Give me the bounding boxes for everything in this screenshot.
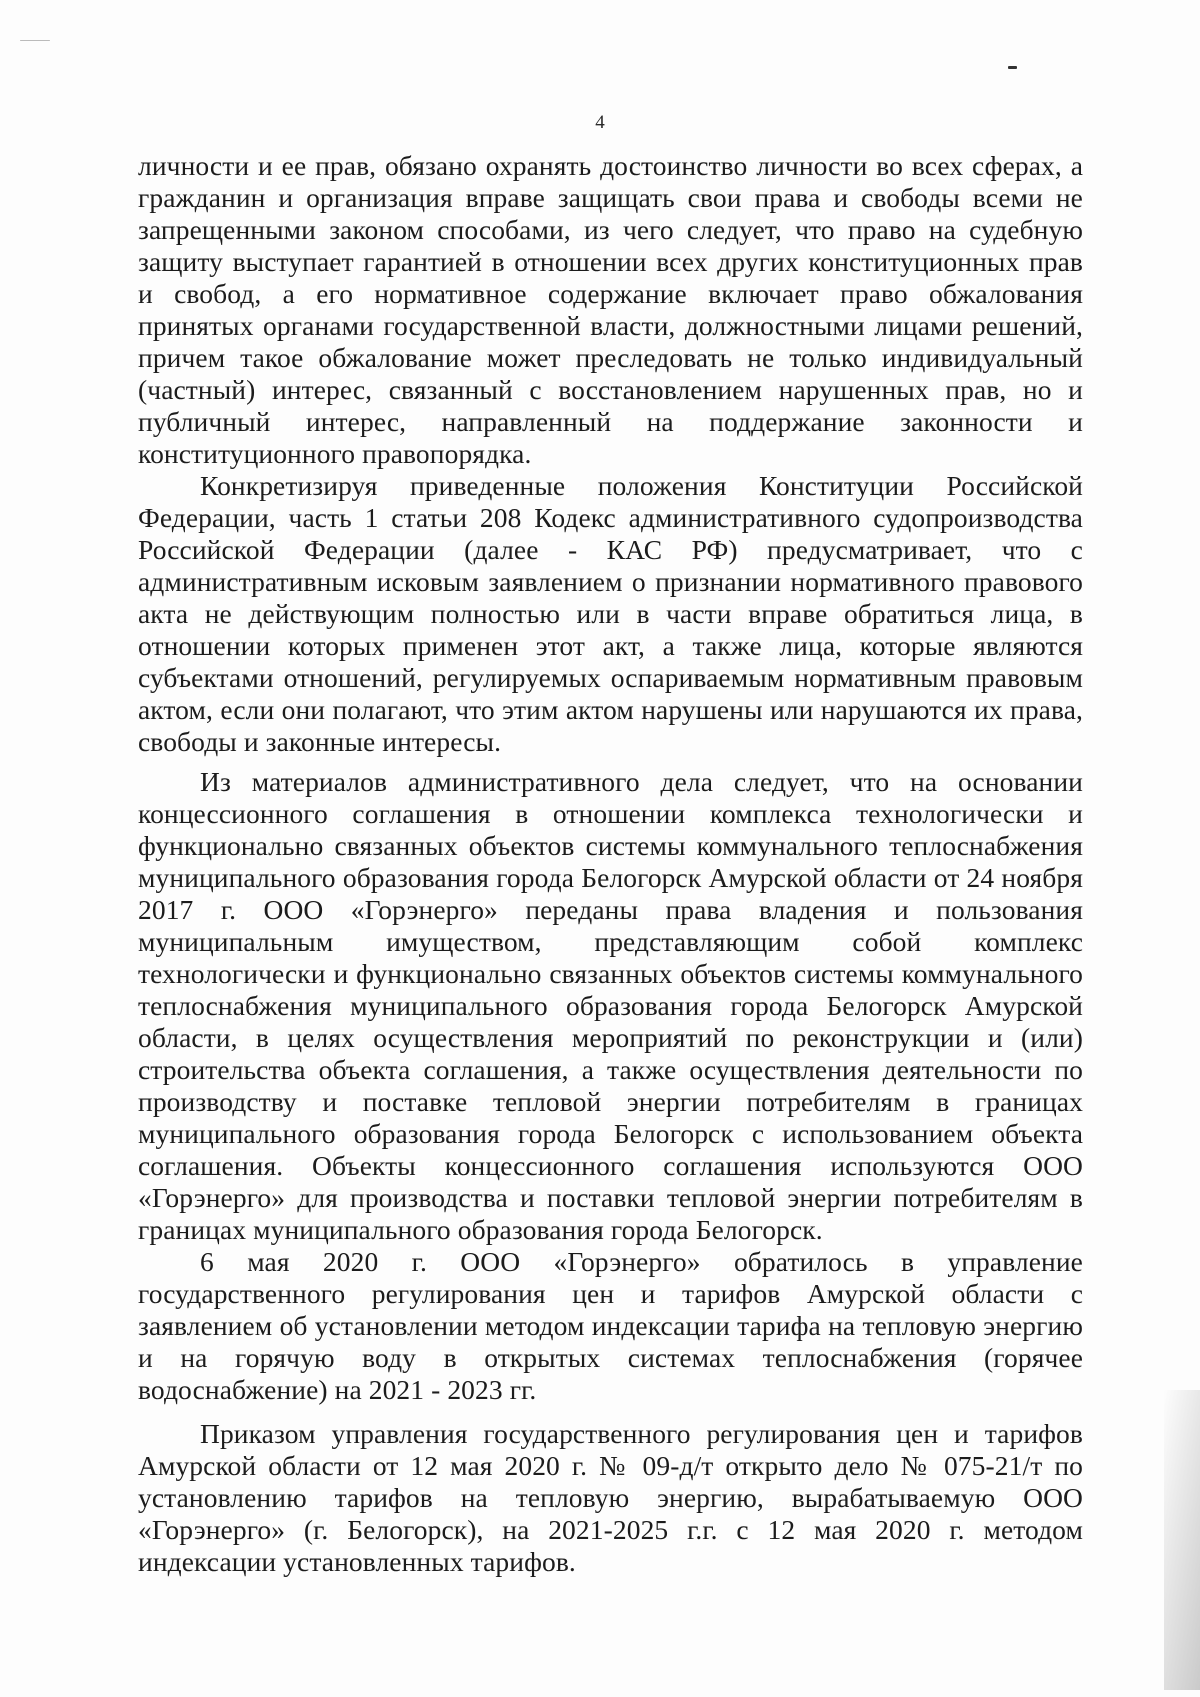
document-body [138, 150, 1083, 1578]
page-number: 4 [595, 112, 605, 133]
scan-speck [1008, 66, 1017, 69]
paragraph-4: 6 мая 2020 г. ООО «Горэнерго» обратилось в управление государственного регулирования цен и тарифов Амурской области с заявлением об установлении методом индексации тарифа на тепловую энергию и на горячую воду в открытых системах теплоснабжения (горячее водоснабжение) на 2021 - 2023 гг. [138, 1246, 1083, 1405]
paragraph-5: Приказом управления государственного регулирования цен и тарифов Амурской области от 12 мая 2020 г. № 09-д/т открыто дело № 075-21/т по установлению тарифов на тепловую энергию, вырабатываемую ООО «Горэнерго» (г. Белогорск), на 2021-2025 г.г. с 12 мая 2020 г. методом индексации установленных тарифов. [138, 1418, 1083, 1577]
paragraph-3: Из материалов административного дела следует, что на основании концессионного соглашения в отношении комплекса технологически и функционально связанных объектов системы коммунального теплоснабжения муниципального образования города Белогорск Амурской области от 24 ноября 2017 г. ООО «Горэнерго» переданы права владения и пользования муниципальным имуществом, представляющим собой комплекс технологически и функционально связанных объектов системы коммунального теплоснабжения муниципального образования города Белогорск Амурской области, в целях осуществления мероприятий по реконструкции и (или) строительства объекта соглашения, а также осуществления деятельности по производству и поставке тепловой энергии потребителям в границах муниципального образования города Белогорск с использованием объекта соглашения. Объекты концессионного соглашения используются ООО «Горэнерго» для производства и поставки тепловой энергии потребителям в границах муниципального образования города Белогорск. [138, 766, 1083, 1245]
paragraph-2: Конкретизируя приведенные положения Конституции Российской Федерации, часть 1 статьи 208 Кодекс административного судопроизводства Российской Федерации (далее - КАС РФ) предусматривает, что с административным исковым заявлением о признании нормативного правового акта не действующим полностью или в части вправе обратиться лица, в отношении которых применен этот акт, а также лица, которые являются субъектами отношений, регулируемых оспариваемым нормативным правовым актом, если они полагают, что этим актом нарушены или нарушаются их права, свободы и законные интересы. [138, 470, 1083, 757]
scan-speck [20, 40, 50, 41]
scan-shadow-edge [1164, 1390, 1200, 1690]
paragraph-1: личности и ее прав, обязано охранять достоинство личности во всех сферах, а гражданин и организация вправе защищать свои права и свободы всеми не запрещенными законом способами, из чего следует, что право на судебную защиту выступает гарантией в отношении всех других конституционных прав и свобод, а его нормативное содержание включает право обжалования принятых органами государственной власти, должностными лицами решений, причем такое обжалование может преследовать не только индивидуальный (частный) интерес, связанный с восстановлением нарушенных прав, но и публичный интерес, направленный на поддержание законности и конституционного правопорядка. [138, 150, 1083, 469]
